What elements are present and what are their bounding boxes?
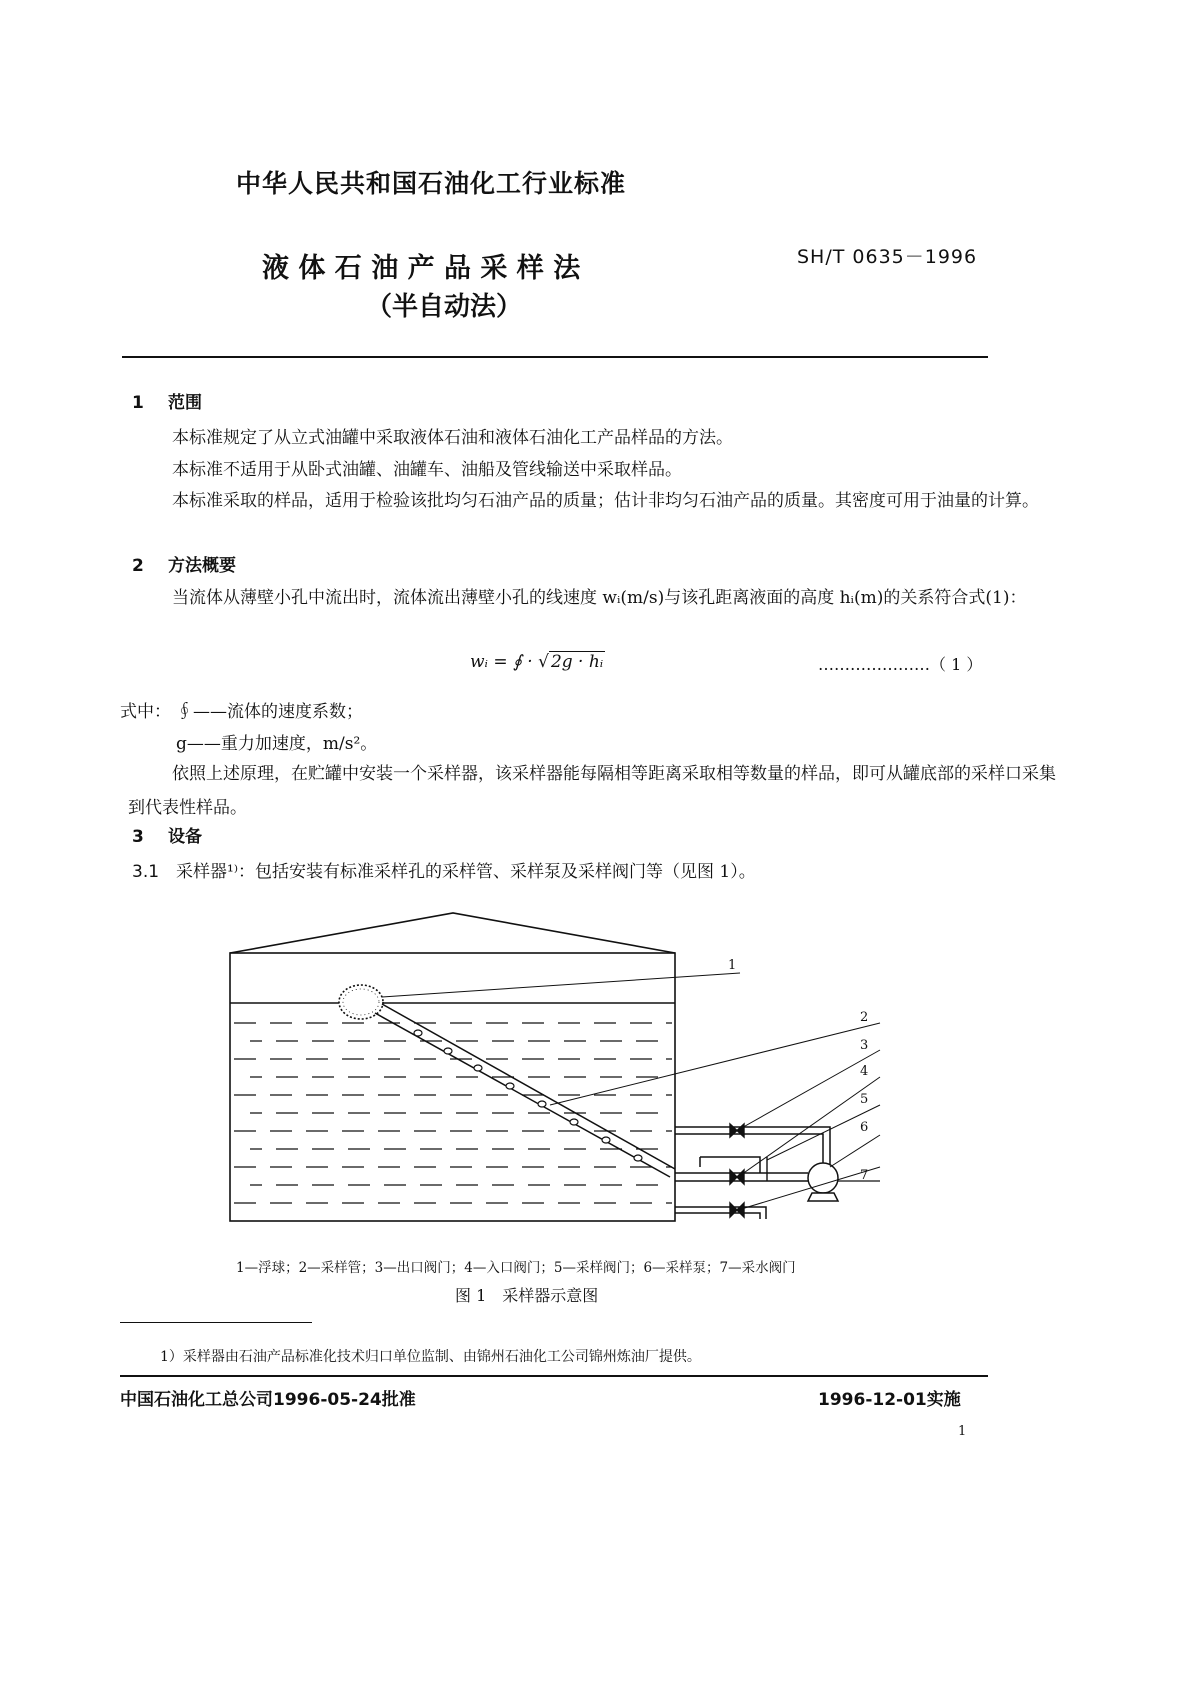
formula-number: …………………（ 1 ） bbox=[818, 655, 983, 674]
formula-1 bbox=[470, 652, 605, 672]
liquid-dashes bbox=[234, 1023, 672, 1203]
leader-lines bbox=[382, 973, 880, 1210]
paragraph: 本标准采取的样品，适用于检验该批均匀石油产品的质量；估计非均匀石油产品的质量。其密度可用于油量的计算。 bbox=[172, 491, 1039, 511]
effective-date: 1996-12-01实施 bbox=[818, 1390, 961, 1410]
standard-code: SH/T 0635－1996 bbox=[797, 246, 978, 268]
tank-roof bbox=[230, 913, 675, 953]
approval-note: 中国石油化工总公司1996-05-24批准 bbox=[120, 1390, 416, 1410]
header-rule bbox=[122, 356, 988, 358]
definition: g——重力加速度，m/s²。 bbox=[176, 734, 378, 754]
section-title: 方法概要 bbox=[168, 556, 236, 576]
figure-label: 6 bbox=[860, 1120, 869, 1135]
figure-label: 4 bbox=[860, 1064, 869, 1079]
section-2-heading bbox=[132, 551, 236, 576]
formula-lhs: wᵢ = ∮ · bbox=[470, 652, 539, 672]
figure-label: 3 bbox=[860, 1038, 869, 1053]
figure-label: 5 bbox=[860, 1092, 869, 1107]
footnote: 1）采样器由石油产品标准化技术归口单位监制、由锦州石油化工公司锦州炼油厂提供。 bbox=[160, 1349, 701, 1365]
section-1-heading bbox=[132, 388, 202, 413]
issuing-organization: 中华人民共和国石油化工行业标准 bbox=[236, 169, 627, 198]
paragraph: 本标准不适用于从卧式油罐、油罐车、油船及管线输送中采取样品。 bbox=[172, 460, 682, 480]
footnote-rule bbox=[120, 1322, 312, 1323]
clause-number: 3.1 bbox=[132, 862, 160, 882]
clause-text: 采样器¹⁾：包括安装有标准采样孔的采样管、采样泵及采样阀门等（见图 1）。 bbox=[176, 862, 756, 882]
definition: ∮——流体的速度系数； bbox=[176, 702, 363, 722]
page-number: 1 bbox=[958, 1424, 967, 1439]
paragraph: 当流体从薄壁小孔中流出时，流体流出薄壁小孔的线速度 wᵢ(m/s)与该孔距离液面的高度 hᵢ(m)的关系符合式(1)： bbox=[172, 588, 1027, 608]
document-title: 液 体 石 油 产 品 采 样 法 bbox=[262, 253, 581, 284]
section-title: 范围 bbox=[168, 393, 202, 413]
formula-radicand: 2g · hᵢ bbox=[550, 652, 604, 672]
paragraph: 本标准规定了从立式油罐中采取液体石油和液体石油化工产品样品的方法。 bbox=[172, 428, 733, 448]
where-label: 式中： bbox=[120, 702, 171, 722]
section-number: 2 bbox=[132, 556, 144, 576]
section-number: 1 bbox=[132, 393, 144, 413]
clause-3-1 bbox=[132, 857, 756, 882]
paragraph: 依照上述原理，在贮罐中安装一个采样器，该采样器能每隔相等距离采取相等数量的样品，即可从罐底部的采样口采集到代表性样品。 bbox=[128, 764, 1056, 818]
sampling-pump bbox=[808, 1163, 838, 1201]
sqrt-sign: √ bbox=[538, 652, 549, 672]
section-title: 设备 bbox=[168, 827, 202, 847]
document-subtitle: （半自动法） bbox=[366, 292, 523, 322]
section-number: 3 bbox=[132, 827, 144, 847]
tank-body bbox=[230, 953, 675, 1221]
figure-legend: 1—浮球；2—采样管；3—出口阀门；4—入口阀门；5—采样阀门；6—采样泵；7—采水阀门 bbox=[236, 1260, 796, 1276]
figure-caption: 图 1 采样器示意图 bbox=[455, 1286, 599, 1305]
section-3-heading bbox=[132, 822, 202, 847]
figure-label: 1 bbox=[728, 958, 737, 973]
valves bbox=[730, 1124, 744, 1217]
sampler-diagram bbox=[220, 905, 900, 1230]
figure-label: 7 bbox=[860, 1168, 869, 1183]
footer-rule bbox=[120, 1375, 988, 1377]
figure-label: 2 bbox=[860, 1010, 869, 1025]
